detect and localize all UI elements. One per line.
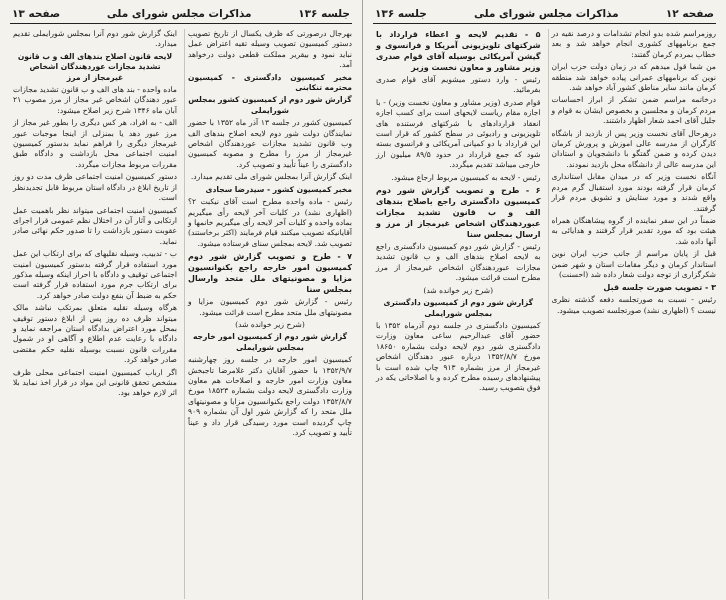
- paragraph: درهرحال آقای نخست وزیر پس از بازدید از باشگاه کارگران از مدرسه عالی اموزش و پرورش کرمان دیدن کرده و ضمن گفتگو با دانشجویان و استادان این مدرسه عالی از دانشگاه محل بازدید نمودند.: [551, 128, 716, 169]
- report-title: گزارش شور دوم از کمیسیون دادگستری بمجلس شورایملی: [383, 298, 534, 318]
- session-number: جلسه ۱۳۶: [375, 8, 427, 20]
- paragraph: الف - به افراد، هر کس دیگری را بطور غیر مجاز از مرز عبور دهد یا بمنزلی از اینجا موجبات عبور غیرمجاز دیگری را فراهم نماید بدستور کمیسیون امنیت اجتماعی محل بازداشت و دادگاه طبق مقررات مربوط مجازات میگردد.: [13, 118, 177, 169]
- paragraph: قبل از پایان مراسم از جانب حزب ایران نوین استاندار کرمان و دیگر مقامات استان و شهر ضمن شکرگزاری از توجه دولت شعار داده شد (احسنت): [551, 249, 716, 279]
- running-title: مذاکرات مجلس شورای ملی: [473, 8, 619, 20]
- paragraph: کمیسیون کشور در جلسه ۱۳ آذر ماه ۱۳۵۲ با حضور نمایندگان دولت شور دوم لایحه اصلاح بندهای الف وب قانون تشدید مجازات عوردهندگان اشخاص غیرمجاز از مرز را مطرح و مصوبه کمیسیون دادگستری را عیناً تأیید و تصویب کرد.: [188, 118, 352, 169]
- text-columns: [373, 29, 716, 599]
- paragraph: دستور کمیسیون امنیت اجتماعی ظرف مدت دو روز از تاریخ ابلاغ در دادگاه استان مربوط قابل تجدیدنظر است.: [13, 172, 177, 203]
- paragraph: بهرجال درصورتی که ظرف یکسال از تاریخ تصویب دستور کمیسیون تصویب وسیله تقیه اعتراض عمل نباید نمود و بیقریر مملکت قطعی دولت درخواهد آمد.: [188, 29, 352, 70]
- paragraph: من شما قول میدهم که در زمان دولت حزب ایران نوین که برنامههای عمرانی پیاده خواهد شد منطقه کرمان مانند سایر مناطق کشور آباد خواهد شد.: [551, 62, 716, 93]
- page-number: صفحه ۱۳: [12, 8, 61, 20]
- page-number: صفحه ۱۲: [665, 8, 714, 20]
- paragraph: اینک گزارش شور دوم آنرا بمجلس شورایملی تقدیم میدارد.: [13, 29, 177, 49]
- paragraph: ضمناً در این سفر نماینده از گروه پیشاهنگان همراه هیئت بود که مورد تقدیر قرار گرفتند و هدایائی به آنها داده شد.: [551, 215, 716, 246]
- paragraph: اینک گزارش آنرا بمجلس شورای ملی تقدیم میدارد.: [190, 172, 352, 182]
- page-header: [10, 8, 352, 24]
- paragraph: رئیس - نسبت به صورتجلسه دفعه گذشته نظری نیست ؟ (اظهاری نشد) صورتجلسه تصویب میشود.: [551, 295, 716, 315]
- running-title: مذاکرات مجلس شورای ملی: [106, 8, 252, 20]
- paragraph: ب - تدبیب، وسیله نقلیهای که برای ارتکاب این عمل مورد استفاده قرار گرفته بدستور کمیسیون امنیت اجتماعی توقیف و دادگاه با احراز اینکه وسیله مذکور برای ارتکاب جرم مورد استفاده قرار گرفته است حکم به ضبط آن بنفع دولت صادر خواهد کرد.: [13, 249, 177, 300]
- paragraph: روزمراسم شده بدو انجام تشدامات و درصد نقیه در جمع برنامههای کشوری انجام خواهد شد و بعد خطاب بمردم کرمان گفتند:: [551, 29, 716, 59]
- paragraph: آنگاه نخست وزیر که در میدان مقابل استانداری کرمان قرار گرفته بودند مورد استقبال گرم مردم واقع شدند و مورد ستایش و تشویق مردم قرار گرفتند.: [551, 172, 716, 213]
- paragraph: رئیس - لایحه به کمیسیون مربوط ارجاع میشود.: [391, 172, 541, 182]
- paragraph: هرگاه وسیله نقلیه متعلق بمرتکب نباشد مالک میتواند ظرف ده روز پس از ابلاغ دستور توقیف بمحل مورد اعتراض بدادگاه استان مراجعه نماید و دادگاه با رعایت عدم اطلاع و آگاهی او در شمول مقررات قانون نسبت بوسیله نقلیه حکم مقتضی صادر خواهد کرد.: [13, 303, 177, 365]
- reading-note: (شرح زیر خوانده شد): [235, 319, 305, 329]
- speaker-line: مخبر کمیسیون دادگستری - کمیسیون محترمه تنکابنی: [188, 72, 352, 93]
- paragraph: رئیس - وارد دستور میشویم آقای قوام صدری بفرمائید.: [376, 75, 541, 95]
- page-12: [363, 0, 726, 600]
- report-title: گزارش شور دوم از کمیسیون کشور بمجلس شورایملی: [188, 95, 352, 115]
- bill-title: لایحه قانون اصلاح بندهای الف و ب قانون تشدید مجازات عوردهندگان اشخاص غیرمجاز از مرز: [17, 51, 173, 82]
- page-header: [373, 8, 716, 24]
- paragraph: رئیس - گزارش شور دوم کمیسیون دادگستری راجع به لایحه اصلاح بندهای الف و ب قانون تشدید مجازات عبوردهندگان اشخاص غیرمجاز از مرز مطرح است قرائت میشود.: [376, 242, 541, 283]
- paragraph: قوام صدری (وزیر مشاور و معاون نخست وزیر) - با اجازه مقام ریاست لایحهای است برای کسب اجازه انعقاد قراردادهای با شرکتهای فرستنده های تلویزیونی و رادیوئی در سطح کشور که قرار است این قرارداد با دو کمپانی آمریکائی و فرانسوی بسته شود که جمع قرارداد در حدود ۸۹/۵ میلیون ارز خارجی میباشد تقدیم میگردد.: [376, 97, 541, 170]
- section-heading: ۷ - طرح و تصویب گزارش شور دوم کمیسیون امور خارجه راجع بکنوانسیون مزایا و مصونیتهای ملل متحد وارسال بمجلس سنا: [188, 252, 352, 295]
- paragraph: کمیسیون امور خارجه در جلسه روز چهارشنبه ۱۳۵۲/۹/۷ با حضور آقایان دکتر غلامرضا تاجبخش معاون وزارت امور خارجه و اصلاحات هم معاون وزارت دادگستری لایحه دولت بشماره ۱۸۵۲۳ مورخ ۱۳۵۲/۸/۷ دولت راجع بکنوانسیون مزایا و مصونیتهای ملل متحد را که گزارش شور اول آن بشماره ۹۰۹ چاپ گردیده است مورد رسیدگی قرار داد و عیناً تأیید و تصویب کرد.: [188, 355, 352, 437]
- paragraph: کمیسیون امنیت اجتماعی میتواند نظر باهمیت عمل ارتکابی و آثار آن در اختلال نظم عمومی قرار اجرای عقوبت دستور بازداشت را تا صدور حکم نهائی صادر نماید.: [13, 205, 177, 246]
- paragraph: اگر ارباب کمیسیون امنیت اجتماعی محلی ظرف مشخص تحقق قانونی این مواد در قرار اخذ نماید بلا اثر لازم خواهد بود.: [13, 367, 177, 398]
- section-heading: ۶ - طرح و تصویب گزارش شور دوم کمیسیون دادگستری راجع باصلاح بندهای الف و ب قانون تشدید مجازات عبوردهندگان اشخاص غیرمجاز از مرز و ارسال بمجلس سنا: [376, 186, 541, 240]
- session-number: جلسه ۱۳۶: [298, 8, 350, 20]
- text-columns: [10, 29, 352, 599]
- section-heading: ۳ - تصویب صورت جلسه قبل: [603, 283, 716, 293]
- paragraph: ماده واحده - بند های الف و ب قانون تشدید مجازات عبور دهندگان اشخاص غیر مجاز از مرز مصوب ۲۱ آبان ماه ۱۳۴۶ شرح زیر اصلاح میشود:: [13, 85, 177, 115]
- signature-line: مخبر کمیسیون کشور - سیدرضا سجادی: [205, 184, 352, 194]
- column-left: [373, 29, 541, 599]
- paragraph: رئیس - گزارش شور دوم کمیسیون مزایا و مصونیتهای ملل متحد مطرح است قرائت میشود.: [188, 297, 352, 317]
- paragraph: کمیسیون دادگستری در جلسه دوم آذرماه ۱۳۵۲ با حضور آقای عبدالرحیم ساعی معاون وزارت دادگستری شور دوم لایحه دولت بشماره ۱۸۶۵۰ مورخ ۱۳۵۲/۸/۷ درباره عبور دهندگان اشخاص غیرمجاز از مرز بشماره ۹۱۳ چاپ شده است با پیشنهادهای رسیده مطرح کرده و با اصلاحاتی یکه در فوق بتصویب رسید.: [376, 320, 541, 393]
- reading-note: (شرح زیر خوانده شد): [423, 285, 494, 295]
- section-heading: ۵ - تقدیم لایحه و اعطاء قرارداد با شرکتهای تلویزیونی آمریکا و فرانسوی و گیشن آمریکائی بوسیله آقای قوام صدری وزیر مشاور و معاون نخست وزیر: [376, 30, 541, 72]
- column-right: [548, 29, 717, 599]
- paragraph: درخاتمه مراسم ضمن تشکر از ابراز احساسات مردم کرمان و مجلسین و بخصوص ایشان به قوام و جلیل آقای احمد شعار اظهار داشتند.: [551, 95, 716, 126]
- report-title: گزارش شور دوم از کمیسیون امور خارجه بمجلس شورایملی: [192, 332, 348, 352]
- column-right: [184, 29, 352, 599]
- column-left: [10, 29, 177, 599]
- paragraph: رئیس - ماده واحده مطرح است آقای نیکبت ۲؟ (اظهاری نشد) در کلیات آخر لایحه رأی میگیریم بماده واحده و کلیات آخر لایحه رأی میگیریم خانمها و آقایانیکه تصویب میکنند قیام فرمایند (اکثر برخاستند) تصویب شد. لایحه بمجلس سنای فرستاده میشود.: [188, 197, 352, 248]
